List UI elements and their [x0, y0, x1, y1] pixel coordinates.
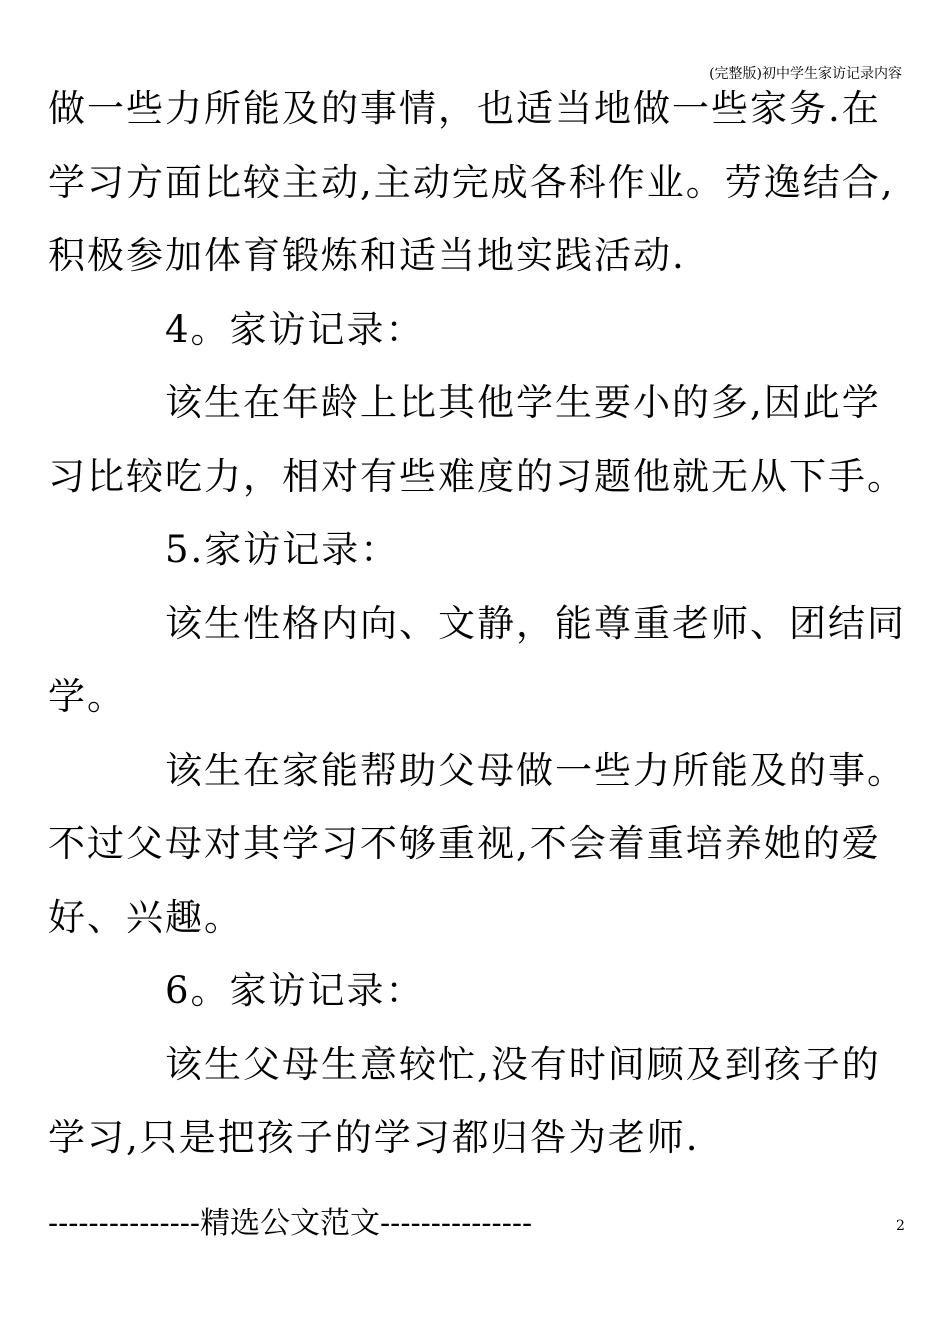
document-body — [48, 72, 908, 1175]
paragraph-visit-5-personality: 该生性格内向、文静，能尊重老师、团结同学。 — [48, 601, 906, 718]
page-number: 2 — [896, 1218, 905, 1234]
section-heading-visit-5: 5.家访记录： — [165, 528, 400, 571]
paragraph-chores-and-study: 做一些力所能及的事情，也适当地做一些家务.在学习方面比较主动,主动完成各科作业。劳逸结合,积极参加体育锻炼和适当地实践活动. — [48, 87, 895, 277]
paragraph-visit-5-home: 该生在家能帮助父母做一些力所能及的事。不过父母对其学习不够重视,不会着重培养她的爱好、兴趣。 — [48, 748, 906, 939]
section-heading-visit-6: 6。家访记录： — [165, 969, 425, 1012]
document-header-title: (完整版)初中学生家访记录内容 — [709, 66, 902, 82]
section-heading-visit-4: 4。家访记录： — [165, 307, 425, 351]
footer-banner: ---------------精选公文范文--------------- — [48, 1206, 533, 1241]
paragraph-visit-6-parents: 该生父母生意较忙,没有时间顾及到孩子的学习,只是把孩子的学习都归咎为老师. — [48, 1042, 881, 1159]
paragraph-visit-4-age: 该生在年龄上比其他学生要小的多,因此学习比较吃力，相对有些难度的习题他就无从下手。 — [48, 381, 906, 498]
